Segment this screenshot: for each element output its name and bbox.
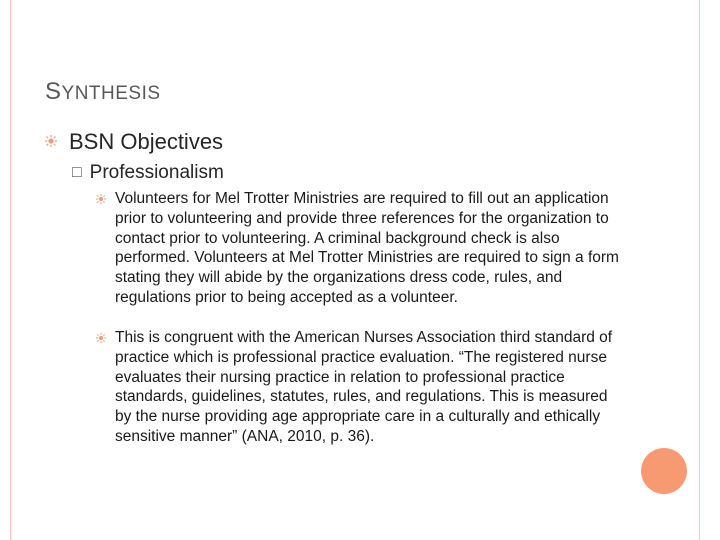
title-initial: S (45, 78, 62, 105)
square-bullet-icon: □ (72, 164, 82, 181)
level1-label: BSN Objectives (69, 129, 224, 154)
list-item (96, 189, 620, 308)
bullet-bsn-objectives (45, 129, 223, 155)
sun-bullet-icon (45, 135, 57, 147)
list-item (96, 328, 620, 447)
slide-title (45, 78, 161, 106)
bullet-text-ana-standard: This is congruent with the American Nurses Association third standard of practice which is professional practice evaluation. “The registered nurse evaluates their nursing practice in relation to professional practice standards, guidelines, statutes, rules, and regulations. This is measured by the nurse providing age appropriate care in a culturally and ethically sensitive manner” (ANA, 2010, p. 36). (115, 329, 613, 445)
level2-label: Professionalism (89, 162, 224, 183)
title-rest: YNTHESIS (61, 83, 161, 104)
sun-bullet-icon (96, 333, 106, 343)
bullet-professionalism (72, 162, 224, 184)
bullet-text-volunteers: Volunteers for Mel Trotter Ministries are required to fill out an application prior to volunteering and provide three references for the organization to contact prior to volunteering. A criminal background check is also performed. Volunteers at Mel Trotter Ministries are required to sign a form stating they will abide by the organizations dress code, rules, and regulations prior to being accepted as a volunteer. (115, 190, 619, 306)
sun-bullet-icon (96, 194, 106, 204)
decorative-circle (641, 448, 687, 494)
